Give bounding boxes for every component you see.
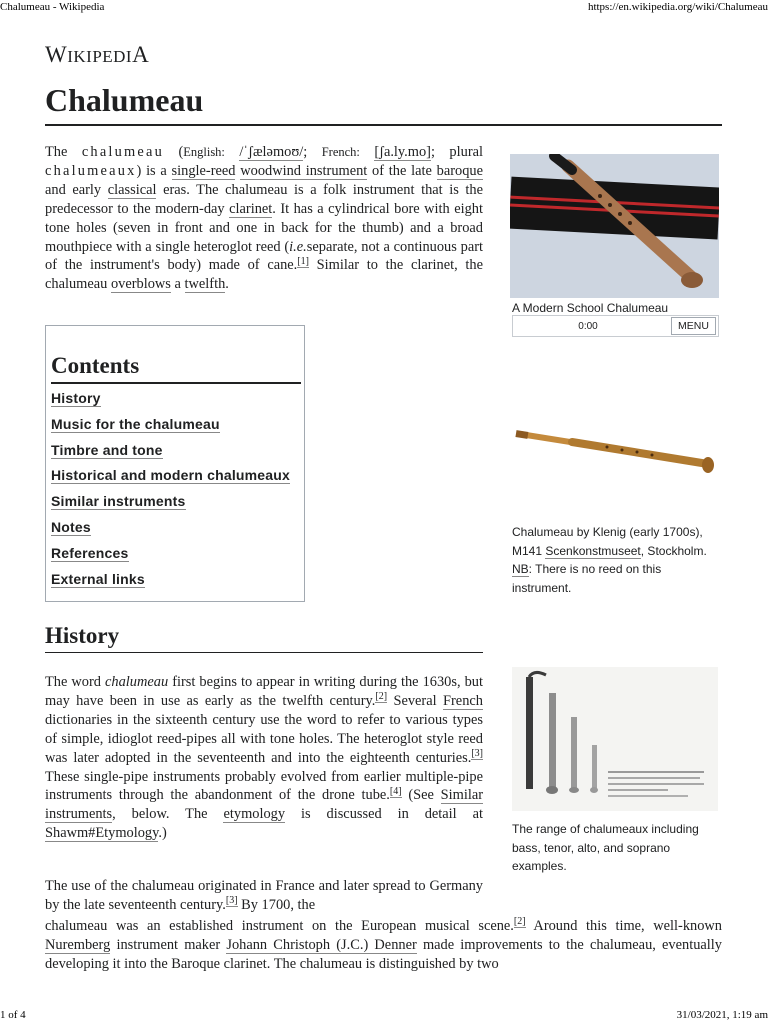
toc-item-similar[interactable]: Similar instruments <box>51 493 186 510</box>
link-overblows[interactable]: overblows <box>110 276 171 293</box>
reference-3b[interactable]: [3] <box>225 895 238 907</box>
link-etymology[interactable]: etymology <box>223 806 286 823</box>
toc-item-external-links[interactable]: External links <box>51 570 145 587</box>
toc-item-historical-modern[interactable]: Historical and modern chalumeaux <box>51 467 291 484</box>
toc-item-timbre[interactable]: Timbre and tone <box>51 441 163 458</box>
table-of-contents <box>45 325 305 602</box>
print-footer-date: 31/03/2021, 1:19 am <box>676 1009 768 1021</box>
toc-item-history[interactable]: History <box>51 390 101 406</box>
reference-2[interactable]: [2] <box>375 691 388 703</box>
chalumeaux-range-image <box>512 667 718 811</box>
figure-caption-klenig-chalumeau: Chalumeau by Klenig (early 1700s), M141 Scenkonstmuseet, Stockholm. NB: There is no reed on this instrument. <box>512 525 707 595</box>
history-paragraph-2-continued: chalumeau was an established instrument on the European musical scene.[2] Around this time, well-known Nuremberg instrument maker Johann Christoph (J.C.) Denner made improvements to the chalumeau, eventually developing it into the Baroque clarinet. The chalumeau is distinguished by two <box>45 916 722 972</box>
figure-caption-chalumeaux-range: The range of chalumeaux including bass, tenor, alto, and soprano examples. <box>512 822 699 873</box>
reference-1[interactable]: [1] <box>297 255 309 267</box>
modern-chalumeau-image <box>510 154 719 298</box>
link-twelfth[interactable]: twelfth <box>184 276 226 293</box>
french-ipa-link[interactable]: [ʃa.ly.mo] <box>374 144 431 160</box>
link-nuremberg[interactable]: Nuremberg <box>45 936 111 953</box>
link-similar-instruments[interactable]: Similar instruments <box>45 787 484 823</box>
link-woodwind-instrument[interactable]: woodwind instrument <box>240 162 368 179</box>
reference-4[interactable]: [4] <box>389 785 402 797</box>
audio-time: 0:00 <box>578 321 598 332</box>
audio-player[interactable] <box>512 315 719 337</box>
toc-title: Contents <box>51 353 301 384</box>
link-classical[interactable]: classical <box>107 181 157 198</box>
audio-menu-button[interactable]: MENU <box>671 317 716 335</box>
link-baroque[interactable]: baroque <box>436 162 483 179</box>
print-footer-page: 1 of 4 <box>0 1009 26 1021</box>
toc-item-music[interactable]: Music for the chalumeau <box>51 415 220 432</box>
link-shawm-etymology[interactable]: Shawm#Etymology <box>45 825 159 842</box>
intro-paragraph: The chalumeau (English: /ˈʃæləmoʊ/; French: [ʃa.ly.mo]; plural chalumeaux) is a single-reed woodwind instrument of the late baroque and early classical eras. The chalumeau is a folk instrument that is the predecessor to the modern-day clarinet. It has a cylindrical bore with eight tone holes (seven in front and one in back for the thumb) and a broad mouthpiece with a single heteroglot reed (i.e.separate, not a continuous part of the instrument's body) made of cane.[1] Similar to the clarinet, the chalumeau overblows a twelfth. <box>45 144 483 293</box>
link-single-reed[interactable]: single-reed <box>171 162 236 179</box>
link-french[interactable]: French <box>443 692 483 709</box>
figure-caption-modern-chalumeau: A Modern School Chalumeau <box>512 301 669 315</box>
reference-3[interactable]: [3] <box>471 747 483 759</box>
klenig-chalumeau-image <box>512 420 718 482</box>
section-heading-history: History <box>45 623 483 653</box>
print-header-url: https://en.wikipedia.org/wiki/Chalumeau <box>587 1 768 13</box>
history-paragraph-2: The use of the chalumeau originated in France and later spread to Germany by the late seventeenth century.[3] By 1700, the <box>45 878 483 913</box>
toc-item-notes[interactable]: Notes <box>51 518 91 535</box>
reference-2b[interactable]: [2] <box>513 916 526 928</box>
wikipedia-logo[interactable]: WIKIPEDIA <box>45 42 150 67</box>
print-header-title: Chalumeau - Wikipedia <box>0 1 105 13</box>
history-paragraph-1: The word chalumeau first begins to appear in writing during the 1630s, but may have been in use as early as the twelfth century.[2] Several French dictionaries in the sixteenth century use the word to refer to various types of simple, idioglot reed-pipes all with tone holes. The heteroglot style reed was later adopted in the seventeenth and into the eighteenth centuries.[3] These single-pipe instruments probably evolved from earlier multiple-pipe instruments through the abandonment of the drone tube.[4] (See Similar instruments, below. The etymology is discussed in detail at Shawm#Etymology.) <box>45 674 484 842</box>
link-jc-denner[interactable]: Johann Christoph (J.C.) Denner <box>226 936 417 953</box>
toc-item-references[interactable]: References <box>51 544 129 561</box>
link-scenkonstmuseet[interactable]: Scenkonstmuseet <box>545 543 641 558</box>
english-ipa-link[interactable]: /ˈʃæləmoʊ/ <box>239 144 304 160</box>
link-clarinet[interactable]: clarinet <box>229 200 273 217</box>
page-title: Chalumeau <box>45 80 722 126</box>
link-nb[interactable]: NB <box>512 562 529 576</box>
